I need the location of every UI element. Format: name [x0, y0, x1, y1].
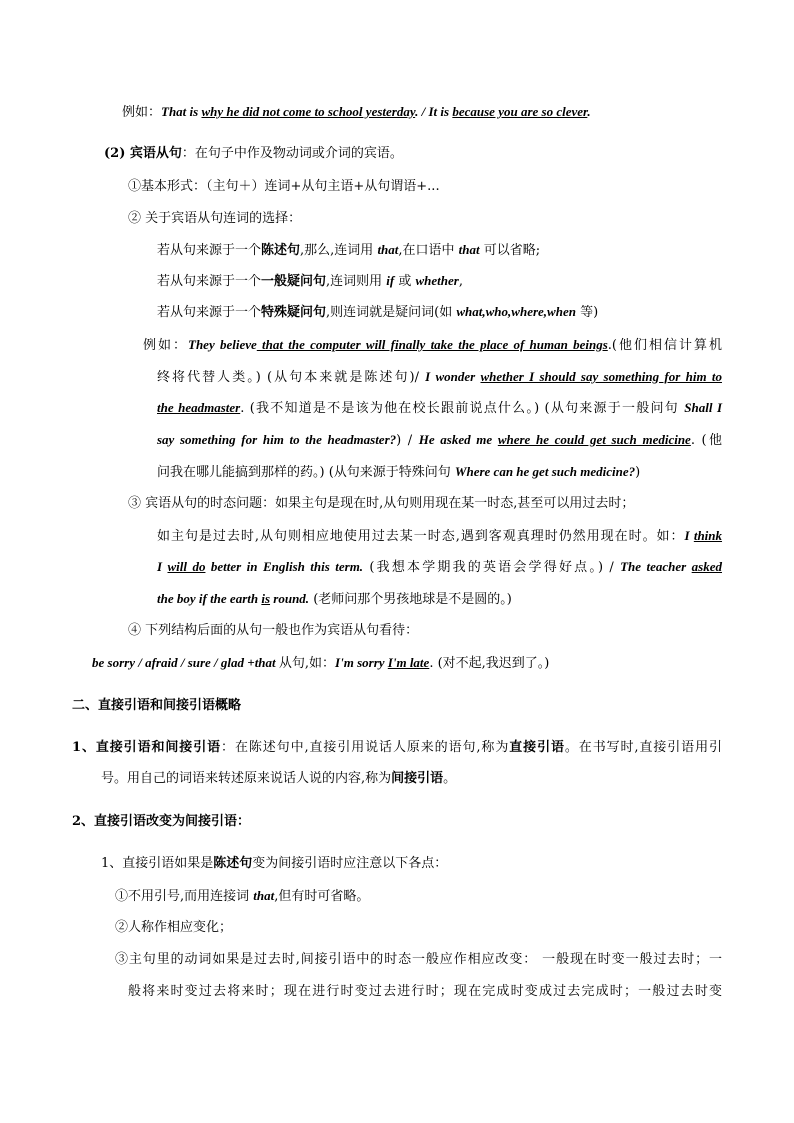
conversion-point-1: ①不用引号,而用连接词 that,但有时可省略。	[115, 888, 370, 904]
example-line-3: the headmaster. (我不知道是不是该为他在校长跟前说点什么。) (从句来源于一般问句 Shall I	[157, 400, 723, 416]
basic-form-line: ①基本形式：（主句＋）连词+从句主语+从句谓语+...	[128, 179, 440, 194]
tense-rule-line-3: the boy if the earth is round. (老师问那个男孩地球是不是圆的。)	[157, 591, 512, 607]
conversion-point-2: ②人称作相应变化；	[115, 920, 233, 935]
tense-rule-line-1: 如主句是过去时,从句则相应地使用过去某一时态,遇到客观真理时仍然用现在时。如：I think	[157, 528, 723, 544]
conjunction-choice-heading: ② 关于宾语从句连词的选择：	[128, 211, 302, 226]
example-line-2: 终将代替人类。) (从句本来就是陈述句)/ I wonder whether I should say something for him to	[157, 369, 722, 385]
conversion-rule-1: 1、直接引语如果是陈述句变为间接引语时应注意以下各点：	[101, 856, 448, 871]
general-question-rule: 若从句来源于一个一般疑问句,连词则用 if 或 whether,	[157, 273, 463, 289]
special-question-rule: 若从句来源于一个特殊疑问句,则连词就是疑问词(如 what,who,where,when 等)	[157, 304, 599, 320]
section-two-heading: 二、直接引语和间接引语概略	[72, 698, 242, 713]
structure-rule-example: be sorry / afraid / sure / glad +that 从句,如：I'm sorry I'm late. (对不起,我迟到了。)	[92, 655, 550, 671]
example-line-4: say something for him to the headmaster?) / He asked me where he could get such medicine. (他	[157, 432, 723, 448]
tense-rule-line-2: I will do better in English this term. (我想本学期我的英语会学得好点。) / The teacher asked	[157, 559, 722, 575]
conversion-heading: 2、直接引语改变为间接引语：	[72, 814, 251, 829]
declarative-rule: 若从句来源于一个陈述句,那么,连词用 that,在口语中 that 可以省略;	[157, 242, 541, 258]
section-object-clause-heading: (2) 宾语从句：在句子中作及物动词或介词的宾语。	[104, 146, 403, 161]
example-predicative-clause: 例如：That is why he did not come to school yesterday. / It is because you are so clever.	[122, 104, 591, 120]
example-line-5: 问我在哪儿能搞到那样的药。) (从句来源于特殊问句 Where can he get such medicine?)	[157, 464, 641, 480]
definition-line-1: 1、直接引语和间接引语：在陈述句中,直接引用说话人原来的语句,称为直接引语。在书写时,直接引语用引	[72, 740, 722, 755]
tense-rule-heading: ③ 宾语从句的时态问题：如果主句是现在时,从句则用现在某一时态,甚至可以用过去时；	[128, 496, 635, 511]
structure-rule-heading: ④ 下列结构后面的从句一般也作为宾语从句看待：	[128, 623, 419, 638]
conversion-point-3-line-2: 般将来时变过去将来时；现在进行时变过去进行时；现在完成时变成过去完成时；一般过去时变	[128, 984, 722, 999]
example-line-1: 例如：They believe that the computer will finally take the place of human beings.(他们相信计算机	[143, 337, 722, 353]
definition-line-2: 号。用自己的词语来转述原来说话人说的内容,称为间接引语。	[101, 771, 457, 786]
conversion-point-3-line-1: ③主句里的动词如果是过去时,间接引语中的时态一般应作相应改变： 一般现在时变一般过去时；一	[115, 952, 722, 967]
